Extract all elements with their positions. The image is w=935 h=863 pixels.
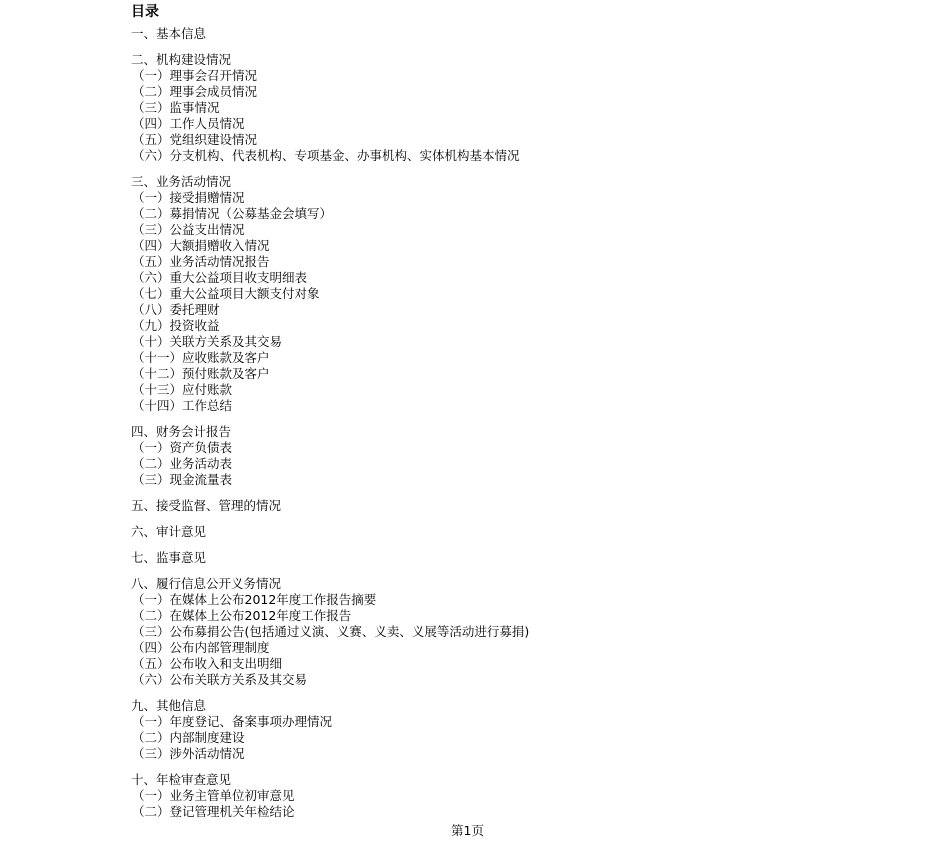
toc-subitem: （十一）应收账款及客户 — [132, 350, 270, 365]
toc-subitem: （二）内部制度建设 — [132, 730, 245, 745]
toc-subitem: （二）理事会成员情况 — [132, 84, 258, 99]
toc-subitem: （二）业务活动表 — [132, 456, 233, 471]
toc-section — [131, 498, 911, 514]
toc-section — [131, 698, 911, 762]
toc-section — [131, 424, 911, 488]
toc-subitem: （三）公布募捐公告(包括通过义演、义赛、义卖、义展等活动进行募捐) — [132, 624, 530, 639]
toc-section-heading: 三、业务活动情况 — [131, 174, 232, 189]
toc-subitem: （一）业务主管单位初审意见 — [132, 788, 295, 803]
toc-subitem: （八）委托理财 — [132, 302, 220, 317]
toc-section — [131, 550, 911, 566]
toc-subitem: （九）投资收益 — [132, 318, 220, 333]
toc-subitem: （一）在媒体上公布2012年度工作报告摘要 — [132, 592, 377, 607]
toc-title: 目录 — [131, 4, 159, 20]
toc-subitem: （六）公布关联方关系及其交易 — [132, 672, 308, 687]
toc-section-heading: 七、监事意见 — [131, 550, 207, 565]
toc-subitem: （六）分支机构、代表机构、专项基金、办事机构、实体机构基本情况 — [132, 148, 520, 163]
toc-subitem: （七）重大公益项目大额支付对象 — [132, 286, 320, 301]
toc-section-heading: 二、机构建设情况 — [131, 52, 232, 67]
toc-subitem: （二）登记管理机关年检结论 — [132, 804, 295, 819]
toc-subitem: （五）业务活动情况报告 — [132, 254, 270, 269]
toc-subitem: （四）工作人员情况 — [132, 116, 245, 131]
page-number: 第1页 — [451, 823, 484, 838]
toc-section-heading: 八、履行信息公开义务情况 — [131, 576, 282, 591]
toc-subitem: （五）公布收入和支出明细 — [132, 656, 283, 671]
toc-section-heading: 一、基本信息 — [131, 26, 207, 41]
toc-subitem: （六）重大公益项目收支明细表 — [132, 270, 308, 285]
toc-subitem: （三）公益支出情况 — [132, 222, 245, 237]
toc-section — [131, 174, 911, 414]
toc-section — [131, 772, 911, 820]
toc-subitem: （二）募捐情况（公募基金会填写） — [132, 206, 333, 221]
toc-section-heading: 五、接受监督、管理的情况 — [131, 498, 282, 513]
toc-section-heading: 四、财务会计报告 — [131, 424, 232, 439]
toc-section-heading: 六、审计意见 — [131, 524, 207, 539]
toc-subitem: （二）在媒体上公布2012年度工作报告 — [132, 608, 352, 623]
toc-subitem: （三）现金流量表 — [132, 472, 233, 487]
toc-subitem: （三）涉外活动情况 — [132, 746, 245, 761]
toc-section-heading: 十、年检审查意见 — [131, 772, 232, 787]
toc-subitem: （十）关联方关系及其交易 — [132, 334, 283, 349]
toc-sections — [131, 26, 911, 820]
toc-section — [131, 524, 911, 540]
toc-subitem: （一）年度登记、备案事项办理情况 — [132, 714, 333, 729]
toc-subitem: （十三）应付账款 — [132, 382, 233, 397]
toc-subitem: （一）理事会召开情况 — [132, 68, 258, 83]
toc-subitem: （五）党组织建设情况 — [132, 132, 258, 147]
toc-section — [131, 576, 911, 688]
toc-subitem: （十二）预付账款及客户 — [132, 366, 270, 381]
toc-subitem: （四）大额捐赠收入情况 — [132, 238, 270, 253]
toc-section — [131, 26, 911, 42]
toc-subitem: （三）监事情况 — [132, 100, 220, 115]
toc-subitem: （四）公布内部管理制度 — [132, 640, 270, 655]
toc-subitem: （一）接受捐赠情况 — [132, 190, 245, 205]
toc-section — [131, 52, 911, 164]
toc-subitem: （一）资产负债表 — [132, 440, 233, 455]
toc-section-heading: 九、其他信息 — [131, 698, 207, 713]
table-of-contents — [131, 2, 911, 830]
toc-subitem: （十四）工作总结 — [132, 398, 233, 413]
